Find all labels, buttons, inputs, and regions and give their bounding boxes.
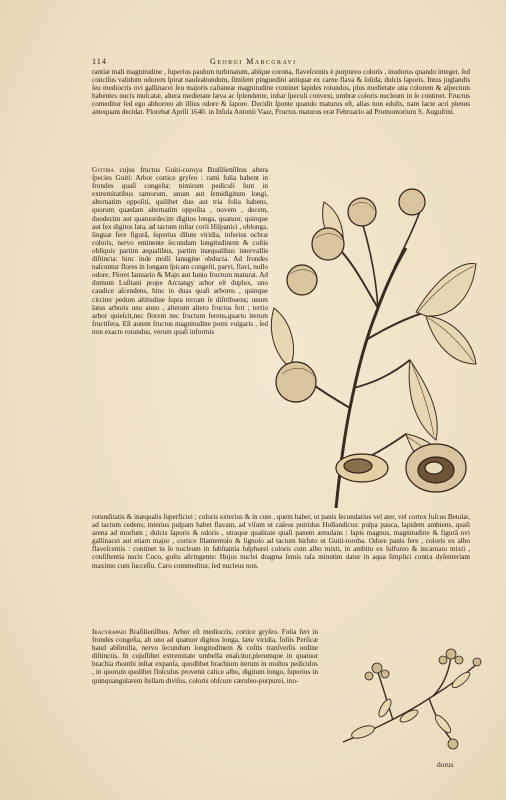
ibacurapari-text: Braſilienſibus. Arbor eſt mediocris, cortice gryſeo. Folia fert in frondes congeſta, ab uno ad quatuor digitos longa, læte viridia, foliis Perſicæ haud abſimilia, nervo ſecundum longitudinem & coſtis tranſverſis ordine diſtinctis. In cujuſlibet extremitate umbella enaſcitur,plerumque in quatuor brachia rhombi inſtar expanſa, quodlibet brachium iterum in multos pediculos , in quorum quolibet floſculus provenit calice albo, digitum longo, ſuperius in quinquangularem ſtellam diviſus, coloris obſcure cæruleo-purpurei, ino- — [92, 628, 319, 685]
catchword: dorus — [437, 760, 454, 769]
paragraph-continuation — [92, 513, 470, 570]
ibacurapari-heading: Ibacvrapari — [92, 628, 127, 636]
page-number: 114 — [92, 57, 107, 66]
guitiba-text: cujus fructus Guiti-coroya Braſilienſibus altera ſpecies Guiti: Arbor cortice gryſeo : rami folia habent in frondes quaſi congeſta: nimirum pediculi ſunt in extremitatibus ramorum, unum aut ſemidigitum longi, alternatim oppoſiti, quilibet duo aut tria folia habens, quorum quædam alternatim oppoſita , novem , decem, duodecim aut quatuordecim digitos longa, quatuor, quinque aut ſex digitos lata, ad tactum inſtar corii Hiſpanici , oblonga, linguæ fere figurâ, ſuperius dilute viridia, inferius ochræ coloris, nervo eminente ſecundum longitudinem & coſtis obliquis partim æqualibus, partim inæqualibus intervallis diſtincta: hinc inde molli lanugine obducta. Ad frondes naſcuntur flores in longam ſpicam congeſti, parvi, flavi, nullo odore. Floret Ianuario & Majo aut Iunio fructum maturat. Ad domum Luſitani prope Arctangy arbor eſt duplex, uno caudice aſcendens, hinc in duas quaſi arbores , quinque circiter pedum altitudine ſupra terram ſe diſtribuens; unum latus arboris uno anno , alterum altero fructus fert ; tertio arbor quieſcit,nec florem nec fructum ferens,quarto iterum fructifera. Eſt autem fructus magnitudine pomi vulgaris , ſed non exacte rotundus, verum quaſi informis — [92, 166, 268, 336]
paragraph-guitiba — [92, 166, 268, 336]
paragraph-ibacurapari — [92, 628, 318, 685]
guitiba-branch-illustration — [266, 168, 480, 512]
paragraph-top — [92, 68, 470, 117]
guitiba-heading: Gvitiba — [92, 166, 115, 174]
paragraph-continuation-text: rotunditatis & inæqualis ſuperficiei ; coloris exterius & in cute , quem habet, ut panis ſecundarius vel ater, vel cortex fuſcus Betulæ, ad tactum cedens; interius pulpam habet flavam, ad viſum ut caſeus putridus Hollandicus: pulpa pauca, lapidem ambiens, quaſi arena ad morſum ; dulcis ſaporis & odoris , utraque qualitate quaſi panem æmulans : lapis magnus, magnitudine & figurâ ovi gallinacei aut etiam major , cortice filamentoſo & lignoſo ad tactum hirſuto ut Guiti-toroba. Odore panis fere , coloris ex albo flaveſcentis : continet in ſe nucleum in ſubſtantia ſulphurei coloris cum albo mixti, in ambitu ex ſulfureo & incarnato mixti , conſiſtentia nucis Coco, guſtu aſtringente: Hujus nuclei dragma ſemis raſa minutim datur in aqua ſimplici contra dyſenteriam maximo cum ſucceſſu. Caro commeditur, ſed nucleus non. — [92, 513, 470, 570]
running-head: Georgi Marcgravi — [210, 57, 297, 66]
paragraph-top-text: rantiæ mali magnitudine , ſuperius paulum turbinatum, abſque corona, flaveſcentis è purpureo coloris , inodorus quando integer, ſed conciſus validum odorem ſpirat nauſeabundum, ſimilem pinguedini antiquæ ex carne flava & ſolida, dulcis ſaporis. Intus juglandis ſeu mediocris ovi gallinacei ſeu majoris caſtaneæ magnitudine continet lapides rotundos, plus medietate una colorem & aſpectum habentes nucis muſcatæ, altera medietate læva ac ſplendente, inſtar ſpeculi convexi, umbræ coloris nucleum in ſe continet. Fructus comeditur ſed ego abhorreo ab illius odore & ſapore. Decidit ſponte quando maturus eſt, alias non edulis, nam lacte acri plenus antequam decidat. Florebat Aprili 1640. in Inſula Antonii Vaaz, Fructus maturus erat Februario ad Promontorium S. Auguſtini. — [92, 68, 470, 117]
ibacurapari-sprig-illustration — [333, 646, 483, 754]
